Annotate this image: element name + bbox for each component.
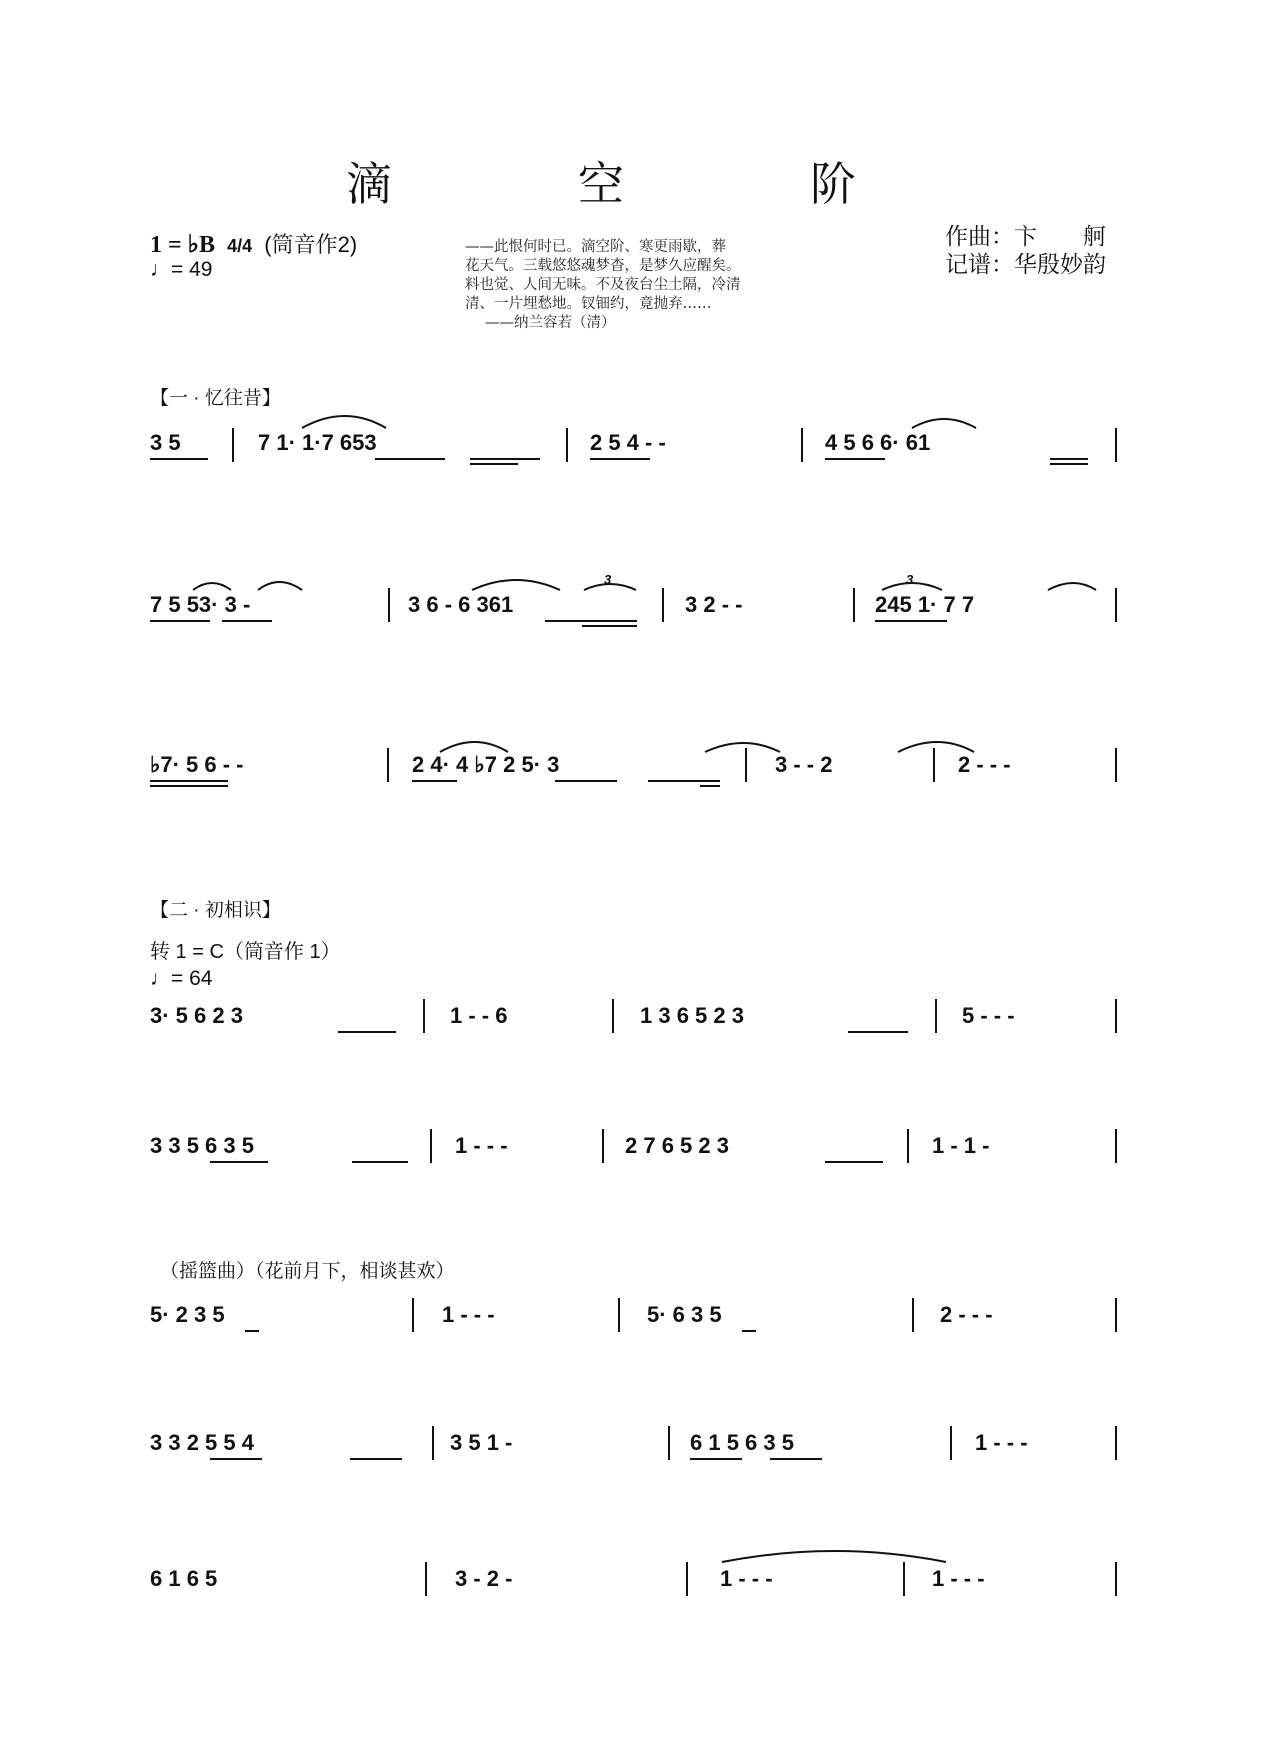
poem-line: 花天气。三载悠悠魂梦杳，是梦久应醒矣。 — [465, 258, 741, 274]
slur — [302, 416, 386, 428]
measure: 5· 2 3 5 — [150, 1302, 225, 1327]
tempo-marking: ♩= 64 — [150, 967, 213, 990]
poem-line: 清、一片埋愁地。钗钿约，竟抛弃…… — [465, 296, 712, 312]
slur — [705, 743, 780, 752]
measure: 6 1 5 6 3 5 — [690, 1430, 794, 1455]
time-signature: 4/4 — [227, 236, 253, 256]
measure: 1 3 6 5 2 3 — [640, 1003, 744, 1028]
measure: 3· 5 6 2 3 — [150, 1003, 243, 1028]
measure: 1 - - - — [455, 1133, 508, 1158]
measure: 3 - - 2 — [775, 752, 833, 777]
transcriber: 记谱：华殷妙韵 — [945, 251, 1106, 277]
measure: 1 - - - — [720, 1566, 773, 1591]
measure: 6 1 6 5 — [150, 1566, 218, 1591]
measure: 3 6 - 6 361 — [408, 592, 514, 617]
key-value: 1 = ♭B — [150, 232, 216, 258]
slur — [258, 582, 302, 590]
tempo-marking: ♩= 49 — [150, 258, 213, 281]
triplet-mark: 3 — [604, 572, 612, 587]
measure: 1 - - - — [932, 1566, 985, 1591]
measure: 4 5 6 6· 61 — [825, 430, 931, 455]
measure: 1 - - - — [975, 1430, 1028, 1455]
slur — [1048, 583, 1096, 590]
measure: 2 7 6 5 2 3 — [625, 1133, 729, 1158]
measure: 2 - - - — [940, 1302, 993, 1327]
slur — [912, 419, 976, 428]
measure: 7 5 53· 3 - — [150, 592, 251, 617]
key-note: (筒音作2) — [264, 232, 358, 257]
measure: 3 - 2 - — [455, 1566, 513, 1591]
measure: 3 3 2 5 5 4 — [150, 1430, 254, 1455]
measure: 2 4· 4 ♭7 2 5· 3 — [412, 752, 560, 777]
measure: 3 5 1 - — [450, 1430, 513, 1455]
slur — [898, 742, 974, 752]
section-label: （摇篮曲）（花前月下，相谈甚欢） — [160, 1261, 455, 1282]
measure: 2 5 4 - - — [590, 430, 666, 455]
measure: ♭7· 5 6 - - — [150, 752, 244, 777]
poem-line: ——此恨何时已。滴空阶、寒更雨歇，葬 — [465, 239, 726, 255]
slur — [472, 580, 560, 590]
composer: 作曲：卞 舸 — [945, 223, 1106, 249]
section-label: 【一 · 忆往昔】 — [150, 388, 281, 409]
measure: 1 - 1 - — [932, 1133, 990, 1158]
triplet-mark: 3 — [906, 572, 914, 587]
measure: 5· 6 3 5 — [647, 1302, 722, 1327]
measure: 1 - - 6 — [450, 1003, 508, 1028]
measure: 2 - - - — [958, 752, 1011, 777]
measure: 5 - - - — [962, 1003, 1015, 1028]
measure: 3 3 5 6 3 5 — [150, 1133, 254, 1158]
page-title: 滴 空 阶 — [346, 157, 926, 211]
section-label: 【二 · 初相识】 — [150, 900, 281, 921]
modulation: 转 1 = C（筒音作 1） — [150, 941, 341, 963]
poem-line: ——纳兰容若（清） — [485, 315, 616, 331]
measure: 245 1· 7 7 — [875, 592, 975, 617]
slur — [193, 583, 231, 590]
measure: 1 - - - — [442, 1302, 495, 1327]
measure: 3 2 - - — [685, 592, 743, 617]
measure: 7 1· 1·7 653 — [258, 430, 377, 455]
slur — [722, 1551, 946, 1562]
measure: 3 5 — [150, 430, 181, 455]
slur — [440, 742, 508, 752]
poem-line: 料也觉、人间无味。不及夜台尘土隔，冷清 — [465, 277, 741, 293]
